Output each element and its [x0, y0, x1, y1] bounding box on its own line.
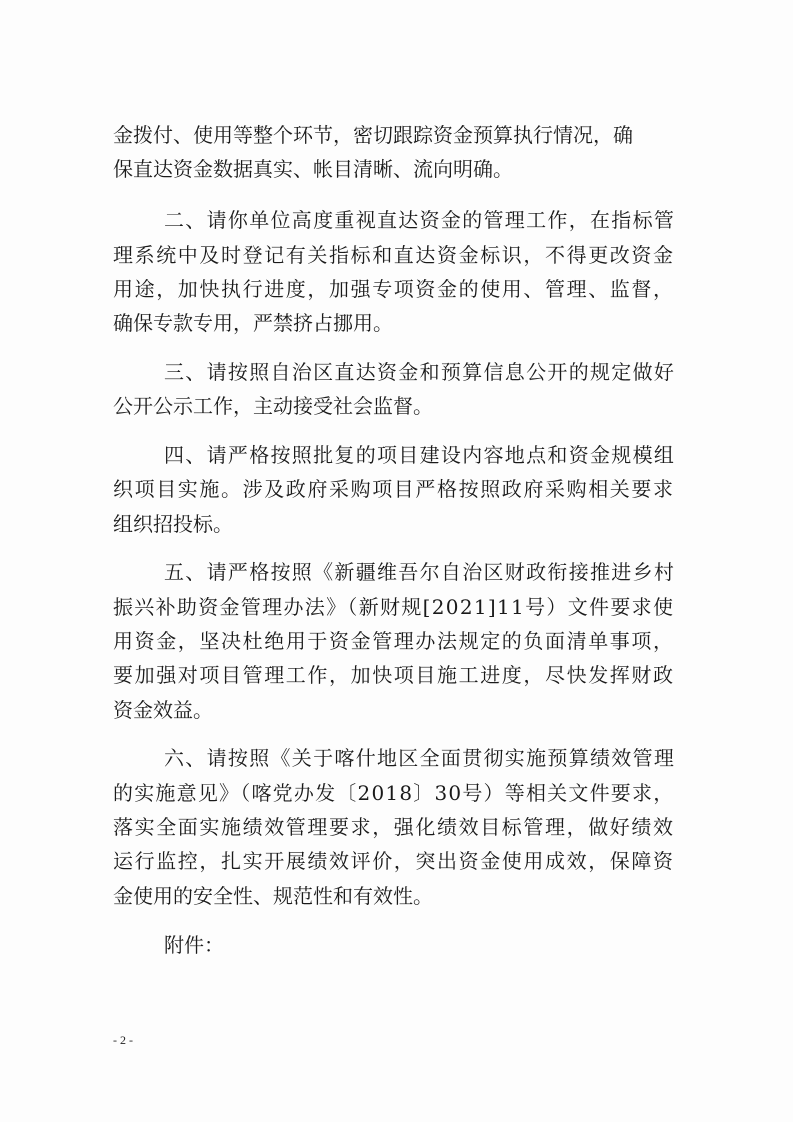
- text-line-7: 三、请按照自治区直达资金和预算信息公开的规定做好: [164, 360, 676, 384]
- text-line-5: 用途，加快执行进度，加强专项资金的使用、管理、监督，: [113, 277, 675, 301]
- text-line-19: 落实全面实施绩效管理要求，强化绩效目标管理，做好绩效: [113, 815, 675, 839]
- text-line-18: 的实施意见》（喀党办发〔2018〕30号）等相关文件要求，: [113, 781, 675, 805]
- text-line-14: 用资金，坚决杜绝用于资金管理办法规定的负面清单事项，: [113, 629, 675, 653]
- text-line-16: 资金效益。: [113, 698, 213, 722]
- text-line-3: 二、请你单位高度重视直达资金的管理工作，在指标管: [164, 208, 676, 232]
- text-line-13: 振兴补助资金管理办法》（新财规[2021]11号）文件要求使: [113, 595, 675, 619]
- text-line-17: 六、请按照《关于喀什地区全面贯彻实施预算绩效管理: [164, 746, 676, 770]
- text-line-20: 运行监控，扎实开展绩效评价，突出资金使用成效，保障资: [113, 849, 675, 873]
- text-line-8: 公开公示工作，主动接受社会监督。: [113, 394, 433, 418]
- text-line-4: 理系统中及时登记有关指标和直达资金标识，不得更改资金: [113, 243, 675, 267]
- text-line-21: 金使用的安全性、规范性和有效性。: [113, 884, 433, 908]
- text-line-9: 四、请严格按照批复的项目建设内容地点和资金规模组: [164, 443, 676, 467]
- page-number: - 2 -: [113, 1033, 133, 1047]
- text-line-11: 组织招投标。: [113, 512, 233, 536]
- text-line-10: 织项目实施。涉及政府采购项目严格按照政府采购相关要求: [113, 477, 675, 501]
- text-line-6: 确保专款专用，严禁挤占挪用。: [113, 311, 393, 335]
- text-line-15: 要加强对项目管理工作，加快项目施工进度，尽快发挥财政: [113, 663, 675, 687]
- text-line-1: 金拨付、使用等整个环节，密切跟踪资金预算执行情况，确: [113, 123, 633, 147]
- text-line-12: 五、请严格按照《新疆维吾尔自治区财政衔接推进乡村: [164, 560, 676, 584]
- text-line-22: 附件：: [164, 933, 224, 957]
- text-line-2: 保直达资金数据真实、帐目清晰、流向明确。: [113, 157, 513, 181]
